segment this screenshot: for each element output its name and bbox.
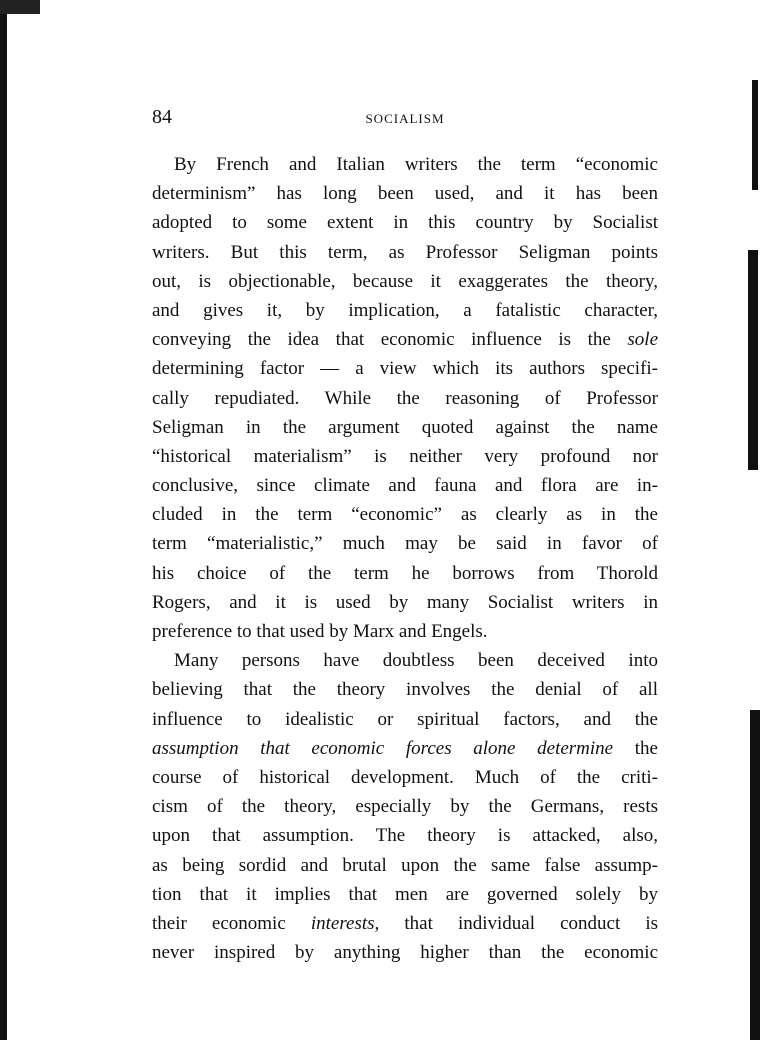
text-line <box>152 734 658 763</box>
text-line <box>152 471 658 500</box>
running-title: SOCIALISM <box>365 111 445 126</box>
text-segment: never inspired by anything higher than the economic <box>152 942 658 964</box>
text-segment: term “materialistic,” much may be said in favor of <box>152 533 658 555</box>
text-segment: Many persons have doubtless been deceived into <box>174 650 658 672</box>
text-segment: cluded in the term “economic” as clearly as in the <box>152 504 658 526</box>
text-line <box>152 442 658 471</box>
text-segment: their economic <box>152 912 311 934</box>
text-segment: “historical materialism” is neither very profound nor <box>152 445 658 467</box>
text-segment: cism of the theory, especially by the Germans, rests <box>152 796 658 818</box>
text-line <box>152 705 658 734</box>
text-line <box>152 267 658 296</box>
text-line <box>152 500 658 529</box>
text-line <box>152 675 658 704</box>
text-line <box>152 792 658 821</box>
text-segment: determining factor — a view which its authors specifi- <box>152 358 658 380</box>
text-segment: the <box>613 737 658 759</box>
text-segment: believing that the theory involves the denial of all <box>152 679 658 701</box>
text-segment: influence to idealistic or spiritual factors, and the <box>152 708 658 730</box>
scan-edge-right <box>750 710 760 1040</box>
body-text <box>152 150 658 967</box>
text-segment: preference to that used by Marx and Engels. <box>152 621 488 642</box>
text-segment: conveying the idea that economic influence is the <box>152 329 628 351</box>
text-segment: and gives it, by implication, a fatalistic character, <box>152 299 658 321</box>
text-segment: Rogers, and it is used by many Socialist writers in <box>152 591 658 613</box>
text-line <box>152 179 658 208</box>
text-line <box>152 208 658 237</box>
italic-text: interests, <box>310 912 380 934</box>
text-segment: conclusive, since climate and fauna and flora are in- <box>152 475 658 497</box>
text-segment: Seligman in the argument quoted against the name <box>152 416 658 438</box>
text-line <box>152 617 658 646</box>
text-line <box>152 851 658 880</box>
italic-text: assumption that economic forces alone determine <box>152 737 614 759</box>
page-number: 84 <box>152 106 172 128</box>
text-line <box>152 821 658 850</box>
text-segment: cally repudiated. While the reasoning of Professor <box>152 387 658 409</box>
text-line <box>152 150 658 179</box>
scan-edge-right <box>748 250 758 470</box>
text-segment: as being sordid and brutal upon the same false assump- <box>152 854 658 876</box>
text-segment: upon that assumption. The theory is attacked, also, <box>152 825 658 847</box>
text-line <box>152 413 658 442</box>
text-line <box>152 529 658 558</box>
text-segment: determinism” has long been used, and it has been <box>152 183 658 205</box>
text-line <box>152 938 658 967</box>
text-line <box>152 296 658 325</box>
scan-edge-left <box>0 0 7 1040</box>
text-line <box>152 763 658 792</box>
text-line <box>152 646 658 675</box>
scan-edge-right <box>752 80 758 190</box>
text-line <box>152 325 658 354</box>
text-segment: that individual conduct is <box>379 912 658 934</box>
text-line <box>152 384 658 413</box>
text-line <box>152 238 658 267</box>
text-line <box>152 559 658 588</box>
text-segment: adopted to some extent in this country by Socialist <box>152 212 658 234</box>
text-segment: out, is objectionable, because it exaggerates the theory, <box>152 270 658 292</box>
text-segment: tion that it implies that men are governed solely by <box>152 883 658 905</box>
scan-edge-corner <box>0 0 40 14</box>
text-line <box>152 880 658 909</box>
text-segment: By French and Italian writers the term “economic <box>174 154 658 175</box>
text-line <box>152 909 658 938</box>
text-line <box>152 354 658 383</box>
text-segment: writers. But this term, as Professor Seligman points <box>152 241 658 263</box>
italic-text: sole <box>627 329 658 351</box>
text-segment: his choice of the term he borrows from Thorold <box>152 562 658 584</box>
text-segment: course of historical development. Much of the criti- <box>152 766 658 788</box>
text-line <box>152 588 658 617</box>
